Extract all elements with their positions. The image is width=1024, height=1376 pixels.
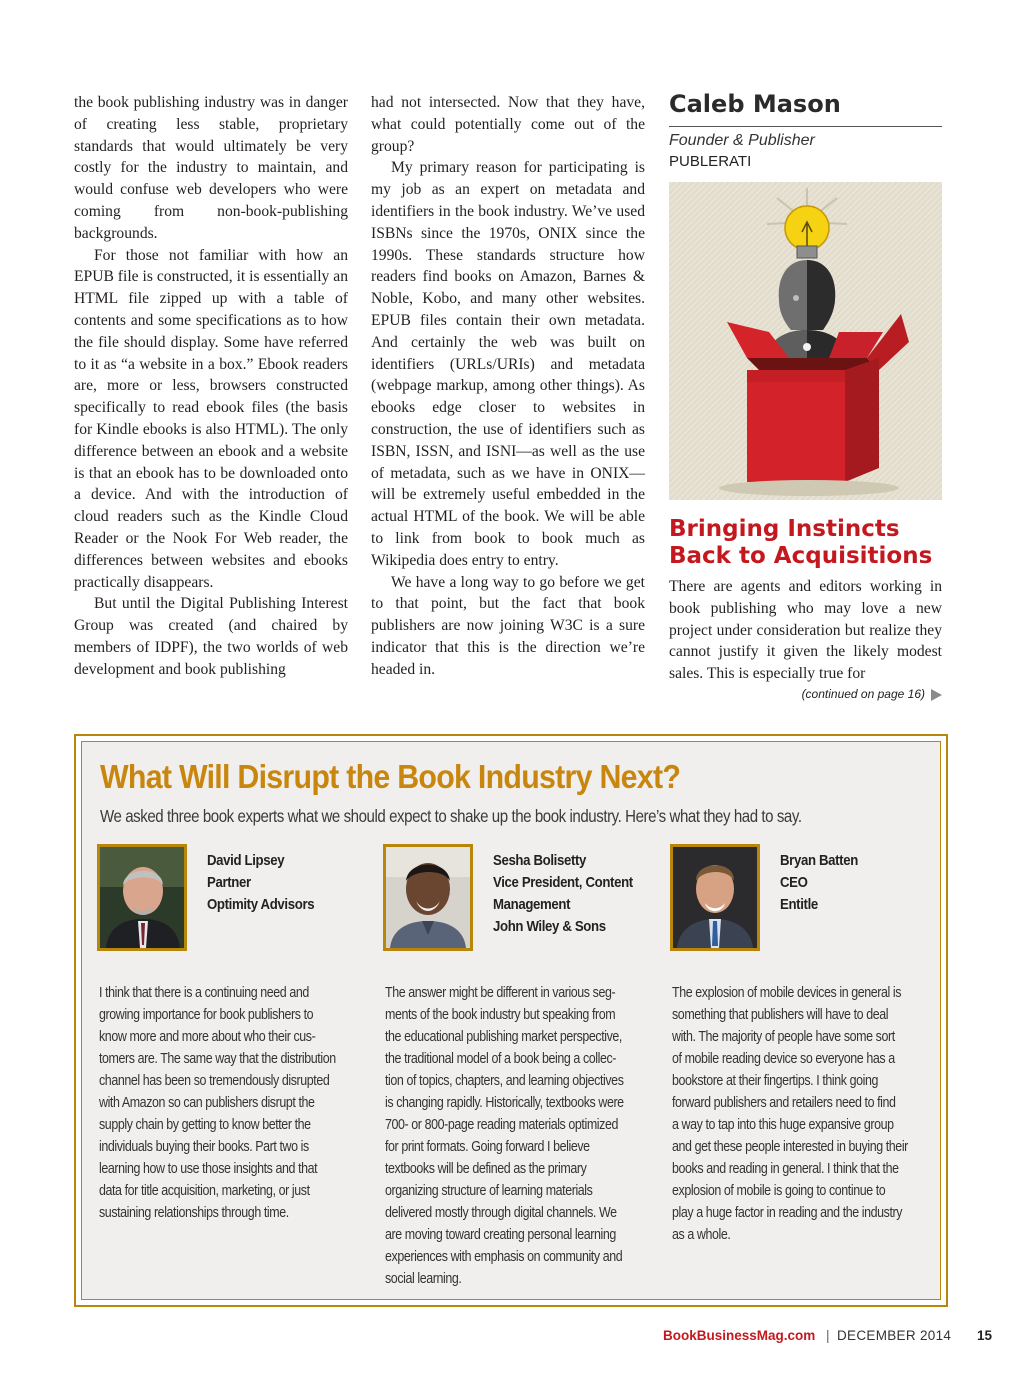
quote-line: and get these people interested in buying their <box>672 1138 908 1155</box>
article-paragraph: My primary reason for participating is my job as an expert on metadata and identifiers in the book industry. We’ve used ISBNs since the 1970s, ONIX since the 1990s. These standards structure how readers find books on Amazon, Barnes & Noble, Kobo, and many other websites. EPUB files contain their own metadata. And certainly the web was built on identifiers (URLs/URIs) and metadata (webpage markup, among other things). As ebooks edge closer to websites in construction, the use of identifiers such as ISBN, ISSN, and ISNI—as well as the use of metadata, such as we have in ONIX—will be extremely useful embedded in the actual HTML of the book. We will be able to link from book to book much as Wikipedia does entry to entry. <box>371 159 645 569</box>
quote-line: learning how to use those insights and that <box>99 1160 318 1177</box>
quote-line: play a huge factor in reading and the industry <box>672 1204 903 1221</box>
quote-line: ments of the book industry but speaking from <box>385 1006 616 1023</box>
page-number: 15 <box>977 1328 993 1343</box>
quote-line: something that publishers will have to deal <box>672 1006 889 1023</box>
expert-company: Entitle <box>780 896 818 913</box>
quote-line: I think that there is a continuing need and <box>99 984 309 1001</box>
expert-title: Vice President, Content <box>493 874 633 891</box>
quote-line: supply chain by getting to know better the <box>99 1116 311 1133</box>
article-paragraph: But until the Digital Publishing Interest Group was created (and chaired by members of IDPF), the two worlds of web development and book publishing <box>74 595 348 678</box>
quote-line: tion of topics, chapters, and learning objectives <box>385 1072 624 1089</box>
quote-line: books and reading in general. I think that the <box>672 1160 899 1177</box>
continued-link[interactable] <box>669 687 942 701</box>
quote-line: experiences with emphasis on community and <box>385 1248 623 1265</box>
expert-company: John Wiley & Sons <box>493 918 606 935</box>
portrait-image <box>386 847 470 948</box>
quote-line: textbooks will be defined as the primary <box>385 1160 587 1177</box>
quote-line: tomers are. The same way that the distribution <box>99 1050 336 1067</box>
feature-box-inner <box>81 741 941 1300</box>
expert-info <box>207 850 314 916</box>
quote-line: explosion of mobile is going to continue to <box>672 1182 886 1199</box>
quote-line: individuals buying their books. Part two is <box>99 1138 309 1155</box>
quote-line: The answer might be different in various seg- <box>385 984 616 1001</box>
expert-info <box>780 850 858 916</box>
article-paragraph: We have a long way to go before we get to that point, but the fact that book publishers are now joining W3C is a sure indicator that this is the direction we’re headed in. <box>371 573 645 678</box>
quote-line: 700- or 800-page reading materials optimized <box>385 1116 618 1133</box>
article-paragraph: For those not familiar with how an EPUB file is constructed, it is essentially an HTML file zipped up with a table of contents and some specifications as to how the file should display. Some have referred to it as “a website in a box.” Ebook readers are, more or less, browsers constructed specifically to read ebook files (the basis for Kindle ebooks is also HTML). The only difference between an ebook and a website is that an ebook has to be downloaded onto a device. And with the introduction of cloud readers such as the Kindle Cloud Reader or the Nook For Web reader, the differences between websites and ebooks practically disappears. <box>74 246 348 591</box>
author-divider <box>669 126 942 127</box>
article-paragraph: the book publishing industry was in danger of creating less stable, proprietary standards that would ultimately be very costly for the industry to maintain, and would confuse web developers who were coming from non-book-publishing backgrounds. <box>74 94 348 242</box>
expert-quote <box>672 982 921 1246</box>
footer-separator: | <box>826 1328 830 1343</box>
feature-title: What Will Disrupt the Book Industry Next? <box>100 758 681 795</box>
quote-line: social learning. <box>385 1270 462 1287</box>
quote-line: channel has been so tremendously disrupted <box>99 1072 330 1089</box>
site-link[interactable]: BookBusinessMag.com <box>663 1328 816 1343</box>
feature-subtitle: We asked three book experts what we should expect to shake up the book industry. Here’s what they had to say. <box>100 806 802 826</box>
quote-line: with Amazon so can publishers disrupt the <box>99 1094 315 1111</box>
sidebar-headline: Bringing Instincts Back to Acquisitions <box>669 516 933 569</box>
expert-info <box>493 850 633 938</box>
author-sidebar <box>669 88 942 701</box>
expert-title-cont: Management <box>493 896 571 913</box>
quote-line: organizing structure of learning materials <box>385 1182 593 1199</box>
quote-line: as a whole. <box>672 1226 731 1243</box>
quote-line: for print formats. Going forward I believe <box>385 1138 590 1155</box>
quote-line: bookstore at their fingertips. I think going <box>672 1072 878 1089</box>
quote-line: data for title acquisition, marketing, or just <box>99 1182 310 1199</box>
quote-line: forward publishers and retailers need to find <box>672 1094 896 1111</box>
expert-quote <box>99 982 348 1224</box>
quote-line: is changing rapidly. Historically, textbooks were <box>385 1094 624 1111</box>
quote-line: a way to tap into this huge expansive group <box>672 1116 894 1133</box>
author-role: Founder & Publisher <box>669 132 815 149</box>
article-column-1 <box>74 92 348 681</box>
issue-date: DECEMBER 2014 <box>837 1328 952 1343</box>
arrow-right-icon <box>931 689 942 701</box>
portrait-image <box>673 847 757 948</box>
sidebar-text: There are agents and editors working in book publishing who may love a new project under consideration but realize they cannot justify it given the likely modest sales. This is especially true for <box>669 578 942 683</box>
expert-name: Sesha Bolisetty <box>493 852 587 869</box>
quote-line: sustaining relationships through time. <box>99 1204 289 1221</box>
expert-title: CEO <box>780 874 808 891</box>
lightbulb-box-illustration-art <box>669 182 942 500</box>
portrait-image <box>100 847 184 948</box>
quote-line: of mobile reading device so everyone has a <box>672 1050 895 1067</box>
author-organization: PUBLERATI <box>669 153 752 170</box>
quote-line: are moving toward creating personal learning <box>385 1226 616 1243</box>
quote-line: delivered mostly through digital channels. We <box>385 1204 617 1221</box>
quote-line: The explosion of mobile devices in general is <box>672 984 902 1001</box>
expert-name: Bryan Batten <box>780 852 858 869</box>
article-column-2 <box>371 92 645 681</box>
quote-line: the traditional model of a book being a collec- <box>385 1050 617 1067</box>
expert-title: Partner <box>207 874 251 891</box>
expert-quote <box>385 982 634 1290</box>
expert-photo <box>383 844 473 951</box>
lightbulb-box-illustration <box>669 182 942 500</box>
author-name: Caleb Mason <box>669 90 841 118</box>
quote-line: with. The majority of people have some sort <box>672 1028 895 1045</box>
expert-company: Optimity Advisors <box>207 896 315 913</box>
feature-box <box>74 734 948 1307</box>
continued-label: (continued on page 16) <box>801 686 925 701</box>
quote-line: know more and more about who their cus- <box>99 1028 316 1045</box>
expert-photo <box>670 844 760 951</box>
quote-line: the educational publishing market perspective, <box>385 1028 622 1045</box>
article-paragraph: had not intersected. Now that they have, what could potentially come out of the group? <box>371 94 645 155</box>
quote-line: growing importance for book publishers to <box>99 1006 314 1023</box>
expert-name: David Lipsey <box>207 852 285 869</box>
expert-photo <box>97 844 187 951</box>
